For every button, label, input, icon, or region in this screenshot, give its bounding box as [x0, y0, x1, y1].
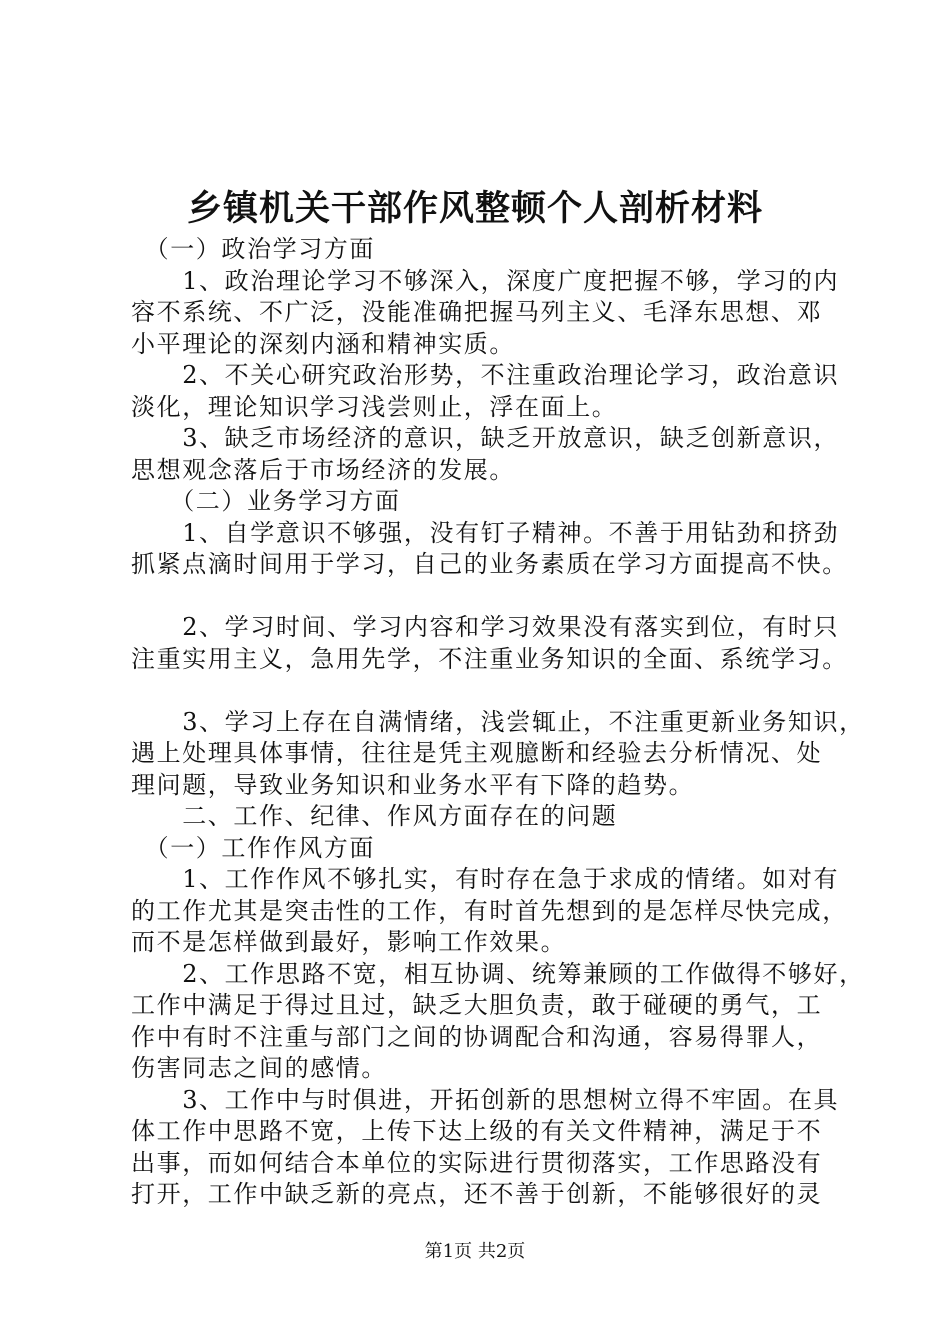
text-line: 2、工作思路不宽，相互协调、统筹兼顾的工作做得不够好， — [131, 959, 865, 988]
text-line: 淡化，理论知识学习浅尝则止，浮在面上。 — [131, 392, 618, 421]
text-line: 出事，而如何结合本单位的实际进行贯彻落实，工作思路没有 — [131, 1148, 823, 1177]
text-line: 二、工作、纪律、作风方面存在的问题 — [131, 802, 618, 830]
text-line: （一）工作作风方面 — [131, 833, 375, 862]
text-line: 工作中满足于得过且过，缺乏大胆负责，敢于碰硬的勇气，工 — [131, 991, 823, 1019]
text-line: 3、学习上存在自满情绪，浅尝辄止，不注重更新业务知识， — [131, 707, 865, 736]
text-line: 1、自学意识不够强，没有钉子精神。不善于用钻劲和挤劲 — [131, 518, 840, 547]
text-line: 2、不关心研究政治形势，不注重政治理论学习，政治意识 — [131, 361, 840, 389]
page-footer: 第1页 共2页 — [424, 1241, 526, 1262]
text-line: （一）政治学习方面 — [131, 235, 375, 263]
document-body — [131, 234, 865, 1211]
text-line: 作中有时不注重与部门之间的协调配合和沟通，容易得罪人， — [131, 1022, 823, 1051]
text-line: 理问题，导致业务知识和业务水平有下降的趋势。 — [131, 770, 695, 799]
text-line: 伤害同志之间的感情。 — [131, 1054, 387, 1082]
blank-line — [131, 581, 851, 613]
text-line: 容不系统、不广泛，没能准确把握马列主义、毛泽东思想、邓 — [131, 298, 823, 326]
text-line: 遇上处理具体事情，往往是凭主观臆断和经验去分析情况、处 — [131, 739, 823, 767]
text-line: 抓紧点滴时间用于学习，自己的业务素质在学习方面提高不快。 — [131, 550, 848, 578]
text-line: 2、学习时间、学习内容和学习效果没有落实到位，有时只 — [131, 613, 840, 641]
blank-line — [131, 675, 851, 707]
text-line: 的工作尤其是突击性的工作，有时首先想到的是怎样尽快完成， — [131, 896, 848, 925]
text-line: 3、工作中与时俱进，开拓创新的思想树立得不牢固。在具 — [131, 1085, 840, 1114]
text-line: 注重实用主义，急用先学，不注重业务知识的全面、系统学习。 — [131, 644, 848, 673]
text-line: 打开，工作中缺乏新的亮点，还不善于创新，不能够很好的灵 — [131, 1180, 823, 1208]
text-line: 3、缺乏市场经济的意识，缺乏开放意识，缺乏创新意识， — [131, 424, 840, 452]
text-line: （二）业务学习方面 — [131, 487, 401, 515]
document-title: 乡镇机关干部作风整顿个人剖析材料 — [186, 188, 763, 229]
text-line: 体工作中思路不宽，上传下达上级的有关文件精神，满足于不 — [131, 1117, 823, 1145]
text-line: 小平理论的深刻内涵和精神实质。 — [131, 329, 515, 358]
text-line: 思想观念落后于市场经济的发展。 — [131, 455, 515, 484]
text-line: 1、政治理论学习不够深入，深度广度把握不够，学习的内 — [131, 266, 840, 295]
text-line: 1、工作作风不够扎实，有时存在急于求成的情绪。如对有 — [131, 865, 840, 893]
text-line: 而不是怎样做到最好，影响工作效果。 — [131, 928, 567, 956]
